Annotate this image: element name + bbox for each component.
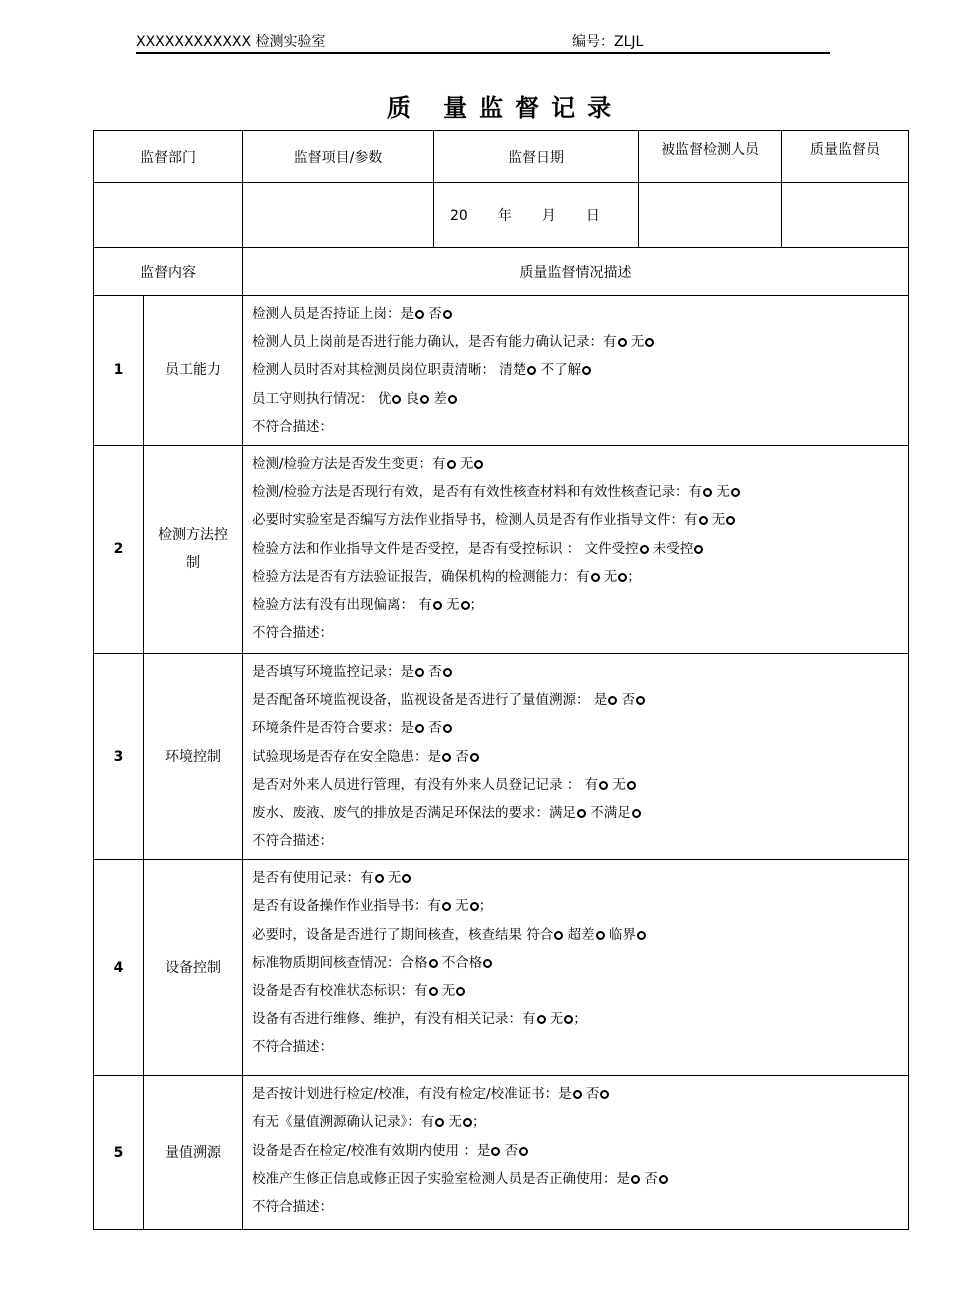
check-item xyxy=(252,977,908,1005)
radio-circle-icon[interactable] xyxy=(599,781,608,790)
radio-circle-icon[interactable] xyxy=(415,668,424,677)
check-item xyxy=(252,1005,908,1033)
check-item-text: 环境条件是否符合要求：是 xyxy=(252,720,414,737)
page-title: 质 量监督记录 xyxy=(386,94,624,122)
check-item-text: 不符合描述： xyxy=(252,1199,333,1215)
check-item xyxy=(252,799,908,827)
section-number: 3 xyxy=(94,653,144,859)
section-row xyxy=(94,1076,909,1230)
radio-circle-icon[interactable] xyxy=(429,959,438,968)
radio-circle-icon[interactable] xyxy=(600,1090,609,1099)
check-item xyxy=(252,506,908,534)
radio-circle-icon[interactable] xyxy=(731,488,740,497)
option-label: 否 xyxy=(451,748,469,765)
radio-circle-icon[interactable] xyxy=(443,310,452,319)
section-items xyxy=(243,1076,909,1230)
section-items xyxy=(243,296,909,446)
option-label: 不满足 xyxy=(586,804,631,821)
check-item xyxy=(252,1080,908,1108)
radio-circle-icon[interactable] xyxy=(420,395,429,404)
radio-circle-icon[interactable] xyxy=(627,781,636,790)
check-item-text: 不符合描述： xyxy=(252,625,333,642)
check-item xyxy=(252,591,908,619)
col-item: 监督项目/参数 xyxy=(243,131,434,183)
section-row xyxy=(94,860,909,1076)
radio-circle-icon[interactable] xyxy=(442,902,451,911)
option-label: 差 xyxy=(429,390,447,407)
check-item xyxy=(252,1033,908,1061)
check-item-text: 必要时，设备是否进行了期间核查，核查结果 符合 xyxy=(252,926,554,943)
radio-circle-icon[interactable] xyxy=(632,809,641,818)
lab-name: XXXXXXXXXXXX 检测实验室 xyxy=(136,34,326,50)
check-item-text: 有无《量值溯源确认记录》：有 xyxy=(252,1114,435,1131)
check-item xyxy=(252,1193,908,1221)
option-label: 无 xyxy=(383,870,402,887)
check-item-text: 是否填写环境监控记录：是 xyxy=(252,663,414,680)
option-label: 无 xyxy=(451,898,469,915)
check-item xyxy=(252,864,908,892)
section-number: 5 xyxy=(94,1076,144,1230)
radio-circle-icon[interactable] xyxy=(433,601,442,610)
check-item-text: 检验方法有没有出现偏离： 有 xyxy=(252,596,432,613)
check-item xyxy=(252,1108,908,1136)
section-row xyxy=(94,296,909,446)
section-items xyxy=(243,445,909,653)
radio-circle-icon[interactable] xyxy=(631,1175,640,1184)
radio-circle-icon[interactable] xyxy=(375,874,384,883)
section-category: 员工能力 xyxy=(144,296,243,446)
check-item xyxy=(252,1137,908,1165)
check-item xyxy=(252,535,908,563)
option-label: 无 xyxy=(437,983,456,999)
check-item xyxy=(252,1165,908,1193)
radio-circle-icon[interactable] xyxy=(618,338,627,347)
check-item-text: 设备有否进行维修、维护，有没有相关记录：有 xyxy=(252,1011,536,1028)
check-item-text: 检测/检验方法是否发生变更：有 xyxy=(252,455,446,472)
check-item xyxy=(252,714,908,742)
radio-circle-icon[interactable] xyxy=(448,395,457,404)
line-end: ； xyxy=(472,1114,486,1131)
option-label: 否 xyxy=(617,692,636,709)
option-label: 超差 xyxy=(563,926,595,943)
radio-circle-icon[interactable] xyxy=(470,902,479,911)
radio-circle-icon[interactable] xyxy=(537,1015,546,1024)
radio-circle-icon[interactable] xyxy=(659,1175,668,1184)
check-item-text: 校准产生修正信息或修正因子实验室检测人员是否正确使用：是 xyxy=(252,1170,630,1187)
radio-circle-icon[interactable] xyxy=(447,460,456,469)
radio-circle-icon[interactable] xyxy=(435,1118,444,1127)
section-row xyxy=(94,653,909,859)
check-item xyxy=(252,921,908,949)
radio-circle-icon[interactable] xyxy=(645,338,654,347)
content-label: 监督内容 xyxy=(94,248,243,296)
check-item xyxy=(252,892,908,920)
option-label: 无 xyxy=(599,568,618,585)
radio-circle-icon[interactable] xyxy=(564,1015,573,1024)
radio-circle-icon[interactable] xyxy=(582,366,591,375)
option-label: 无 xyxy=(441,596,460,613)
line-end: ； xyxy=(469,596,484,613)
date-field[interactable] xyxy=(434,183,639,248)
radio-circle-icon[interactable] xyxy=(429,987,438,996)
radio-circle-icon[interactable] xyxy=(640,545,649,554)
option-label: 无 xyxy=(444,1114,463,1131)
check-item-text: 是否有设备操作作业指导书：有 xyxy=(252,898,441,915)
section-category: 量值溯源 xyxy=(144,1076,243,1230)
option-label: 良 xyxy=(401,390,420,407)
option-label: 不了解 xyxy=(536,362,582,379)
radio-circle-icon[interactable] xyxy=(573,1090,582,1099)
supervision-table xyxy=(93,130,909,1230)
desc-label: 质量监督情况描述 xyxy=(243,248,909,296)
radio-circle-icon[interactable] xyxy=(519,1147,528,1156)
check-item-text: 是否有使用记录：有 xyxy=(252,870,374,887)
check-item-text: 不符合描述： xyxy=(252,833,333,850)
section-items xyxy=(243,860,909,1076)
option-label: 否 xyxy=(424,720,442,737)
check-item xyxy=(252,478,908,506)
check-item-text: 检测人员时否对其检测员岗位职责清晰： 清楚 xyxy=(252,362,527,379)
doc-code: 编号：ZLJL xyxy=(572,34,644,50)
option-label: 无 xyxy=(455,455,474,472)
check-item-text: 检测人员上岗前是否进行能力确认，是否有能力确认记录：有 xyxy=(252,334,617,351)
check-item xyxy=(252,563,908,591)
section-category: 检测方法控制 xyxy=(144,445,243,653)
person-field[interactable] xyxy=(639,183,782,248)
check-item-text: 检验方法和作业指导文件是否受控，是否有受控标识 ： 文件受控 xyxy=(252,540,639,557)
line-end: ； xyxy=(573,1011,587,1028)
check-item-text: 废水、废液、废气的排放是否满足环保法的要求：满足 xyxy=(252,804,576,821)
check-item xyxy=(252,743,908,771)
check-item-text: 检测/检验方法是否现行有效，是否有有效性核查材料和有效性核查记录：有 xyxy=(252,484,703,501)
section-number: 2 xyxy=(94,445,144,653)
check-item xyxy=(252,450,908,478)
check-item xyxy=(252,385,908,413)
line-end: ； xyxy=(478,898,493,915)
option-label: 不合格 xyxy=(437,954,483,971)
option-label: 无 xyxy=(707,512,726,529)
option-label: 临界 xyxy=(604,926,636,943)
radio-circle-icon[interactable] xyxy=(608,696,617,705)
col-date: 监督日期 xyxy=(434,131,639,183)
dept-field[interactable] xyxy=(94,183,243,248)
section-row xyxy=(94,445,909,653)
option-label: 否 xyxy=(640,1170,658,1187)
radio-circle-icon[interactable] xyxy=(474,460,483,469)
radio-circle-icon[interactable] xyxy=(392,395,401,404)
radio-circle-icon[interactable] xyxy=(461,601,470,610)
option-label: 否 xyxy=(424,306,442,322)
radio-circle-icon[interactable] xyxy=(483,959,492,968)
option-label: 无 xyxy=(626,334,645,351)
check-item-text: 检验方法是否有方法验证报告，确保机构的检测能力：有 xyxy=(252,568,590,585)
radio-circle-icon[interactable] xyxy=(694,545,703,554)
radio-circle-icon[interactable] xyxy=(470,753,479,762)
option-label: 否 xyxy=(500,1142,519,1159)
check-item xyxy=(252,658,908,686)
check-item-text: 不符合描述： xyxy=(252,1039,333,1056)
check-item-text: 是否配备环境监视设备，监视设备是否进行了量值溯源： 是 xyxy=(252,692,608,709)
radio-circle-icon[interactable] xyxy=(699,516,708,525)
radio-circle-icon[interactable] xyxy=(415,310,424,319)
check-item xyxy=(252,619,908,647)
check-item-text: 是否按计划进行检定/校准，有没有检定/校准证书：是 xyxy=(252,1086,572,1103)
section-category: 环境控制 xyxy=(144,653,243,859)
section-number: 4 xyxy=(94,860,144,1076)
radio-circle-icon[interactable] xyxy=(415,724,424,733)
check-item-text: 是否对外来人员进行管理，有没有外来人员登记记录 ： 有 xyxy=(252,776,599,793)
check-item-text: 标准物质期间核查情况：合格 xyxy=(252,954,428,971)
col-supervisor: 质量监督员 xyxy=(782,131,909,183)
col-dept: 监督部门 xyxy=(94,131,243,183)
option-label: 无 xyxy=(545,1011,564,1028)
check-item xyxy=(252,949,908,977)
radio-circle-icon[interactable] xyxy=(591,573,600,582)
check-item-text: 员工守则执行情况： 优 xyxy=(252,390,392,407)
radio-circle-icon[interactable] xyxy=(618,573,627,582)
radio-circle-icon[interactable] xyxy=(527,366,536,375)
check-item xyxy=(252,686,908,714)
supervisor-field[interactable] xyxy=(782,183,909,248)
date-value: 20 年 月 日 xyxy=(450,208,600,224)
section-category: 设备控制 xyxy=(144,860,243,1076)
item-field[interactable] xyxy=(243,183,434,248)
section-items xyxy=(243,653,909,859)
check-item-text: 设备是否在检定/校准有效期内使用 ：是 xyxy=(252,1142,491,1159)
check-item xyxy=(252,771,908,799)
option-label: 未受控 xyxy=(648,540,694,557)
check-item-text: 必要时实验室是否编写方法作业指导书，检测人员是否有作业指导文件：有 xyxy=(252,512,698,529)
radio-circle-icon[interactable] xyxy=(554,931,563,940)
radio-circle-icon[interactable] xyxy=(637,931,646,940)
check-item xyxy=(252,328,908,356)
line-end: ； xyxy=(627,568,641,585)
section-number: 1 xyxy=(94,296,144,446)
check-item xyxy=(252,413,908,441)
check-item xyxy=(252,300,908,328)
radio-circle-icon[interactable] xyxy=(443,668,452,677)
col-person: 被监督检测人员 xyxy=(639,131,782,183)
option-label: 否 xyxy=(581,1086,600,1103)
radio-circle-icon[interactable] xyxy=(442,753,451,762)
radio-circle-icon[interactable] xyxy=(577,809,586,818)
check-item-text: 不符合描述： xyxy=(252,418,333,435)
check-item-text: 设备是否有校准状态标识：有 xyxy=(252,983,428,999)
radio-circle-icon[interactable] xyxy=(703,488,712,497)
sections xyxy=(94,296,909,1230)
radio-circle-icon[interactable] xyxy=(636,696,645,705)
radio-circle-icon[interactable] xyxy=(726,516,735,525)
radio-circle-icon[interactable] xyxy=(463,1118,472,1127)
radio-circle-icon[interactable] xyxy=(443,724,452,733)
radio-circle-icon[interactable] xyxy=(596,931,605,940)
check-item-text: 试验现场是否存在安全隐患：是 xyxy=(252,748,441,765)
check-item-text: 检测人员是否持证上岗：是 xyxy=(252,306,414,322)
radio-circle-icon[interactable] xyxy=(491,1147,500,1156)
option-label: 否 xyxy=(424,663,442,680)
radio-circle-icon[interactable] xyxy=(402,874,411,883)
check-item xyxy=(252,827,908,855)
option-label: 无 xyxy=(608,776,626,793)
option-label: 无 xyxy=(712,484,730,501)
check-item xyxy=(252,356,908,384)
radio-circle-icon[interactable] xyxy=(456,987,465,996)
page-header xyxy=(136,28,830,54)
